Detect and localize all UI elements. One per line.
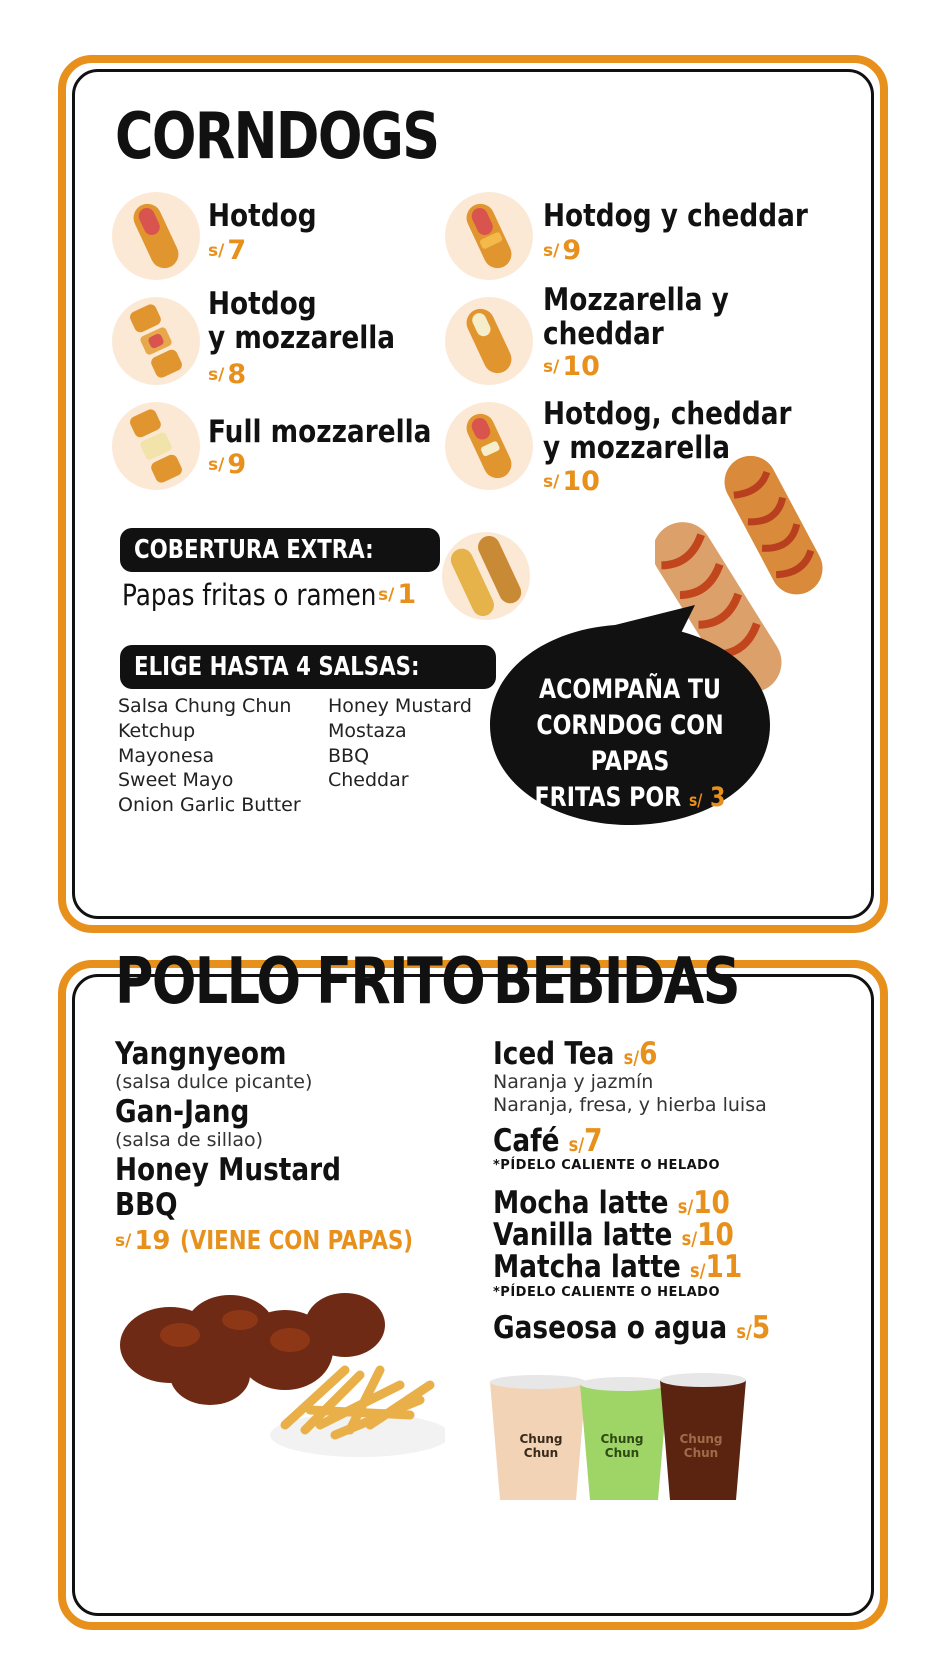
- drink-item: Vanilla latte s/10: [493, 1217, 734, 1253]
- drink-item: Café s/7: [493, 1123, 603, 1159]
- extra-coating-label: COBERTURA EXTRA:: [120, 528, 440, 572]
- corndog-price: s/ 8: [208, 359, 247, 390]
- iced-tea-flavor: Naranja, fresa, y hierba luisa: [493, 1094, 767, 1116]
- cup-logo: Chung Chun: [679, 1432, 723, 1460]
- corndog-name: Hotdog: [208, 286, 317, 322]
- corndog-icon: [112, 297, 200, 385]
- fried-chicken-image: [110, 1275, 445, 1465]
- sauce-item: Mayonesa: [118, 745, 215, 767]
- pollo-title: POLLO FRITO: [115, 945, 485, 1019]
- sauce-item: Cheddar: [328, 769, 409, 791]
- corndog-icon: [445, 297, 533, 385]
- sauces-label: ELIGE HASTA 4 SALSAS:: [120, 645, 496, 689]
- promo-text: ACOMPAÑA TU CORNDOG CON PAPAS FRITAS POR s/ 3: [534, 674, 726, 813]
- cup-logo: Chung Chun: [519, 1432, 563, 1460]
- drink-item: Gaseosa o agua s/5: [493, 1310, 771, 1346]
- drink-item: Matcha latte s/11: [493, 1249, 743, 1285]
- corndog-name: Mozzarella y: [543, 282, 729, 318]
- corndogs-title: CORNDOGS: [115, 100, 439, 174]
- sauce-item: Onion Garlic Butter: [118, 794, 301, 816]
- chicken-item-desc: (salsa de sillao): [115, 1129, 264, 1151]
- corndog-icon: [445, 192, 533, 280]
- corndog-name: y mozzarella: [208, 320, 396, 356]
- corndog-price: s/ 10: [543, 351, 600, 382]
- chicken-price: s/ 19 (VIENE CON PAPAS): [115, 1226, 413, 1256]
- corndog-icon: [112, 192, 200, 280]
- sauce-item: Ketchup: [118, 720, 196, 742]
- corndog-name: Hotdog y cheddar: [543, 198, 808, 234]
- corndog-name: Full mozzarella: [208, 414, 432, 450]
- extra-coating-text: Papas fritas o ramen: [122, 578, 377, 612]
- corndog-icon: [445, 402, 533, 490]
- corndog-name: Hotdog, cheddar: [543, 396, 792, 432]
- iced-tea-flavor: Naranja y jazmín: [493, 1071, 654, 1093]
- chicken-item: Gan-Jang: [115, 1094, 250, 1130]
- corndog-name: cheddar: [543, 316, 664, 352]
- corndog-price: s/ 9: [208, 449, 247, 480]
- sauce-item: Mostaza: [328, 720, 407, 742]
- cup-logo: Chung Chun: [600, 1432, 644, 1460]
- corndog-icon: [112, 402, 200, 490]
- bebidas-title: BEBIDAS: [493, 945, 739, 1019]
- corndog-name: Hotdog: [208, 198, 317, 234]
- corndog-price: s/ 7: [208, 235, 247, 266]
- sauce-item: Honey Mustard: [328, 695, 472, 717]
- corndog-price: s/ 10: [543, 466, 600, 497]
- chicken-item-desc: (salsa dulce picante): [115, 1071, 313, 1093]
- drink-item: Mocha latte s/10: [493, 1185, 730, 1221]
- sauce-item: Sweet Mayo: [118, 769, 234, 791]
- hot-cold-note: *PÍDELO CALIENTE O HELADO: [493, 1158, 721, 1173]
- corndog-price: s/ 9: [543, 235, 582, 266]
- chicken-item: Yangnyeom: [115, 1036, 287, 1072]
- drink-item: Iced Tea s/6: [493, 1036, 658, 1072]
- sauce-item: Salsa Chung Chun: [118, 695, 292, 717]
- chicken-item: BBQ: [115, 1187, 178, 1223]
- chicken-item: Honey Mustard: [115, 1152, 342, 1188]
- corndog-name: y mozzarella: [543, 430, 731, 466]
- sauce-item: BBQ: [328, 745, 370, 767]
- hot-cold-note: *PÍDELO CALIENTE O HELADO: [493, 1285, 721, 1300]
- extra-coating-price: s/ 1: [378, 579, 417, 610]
